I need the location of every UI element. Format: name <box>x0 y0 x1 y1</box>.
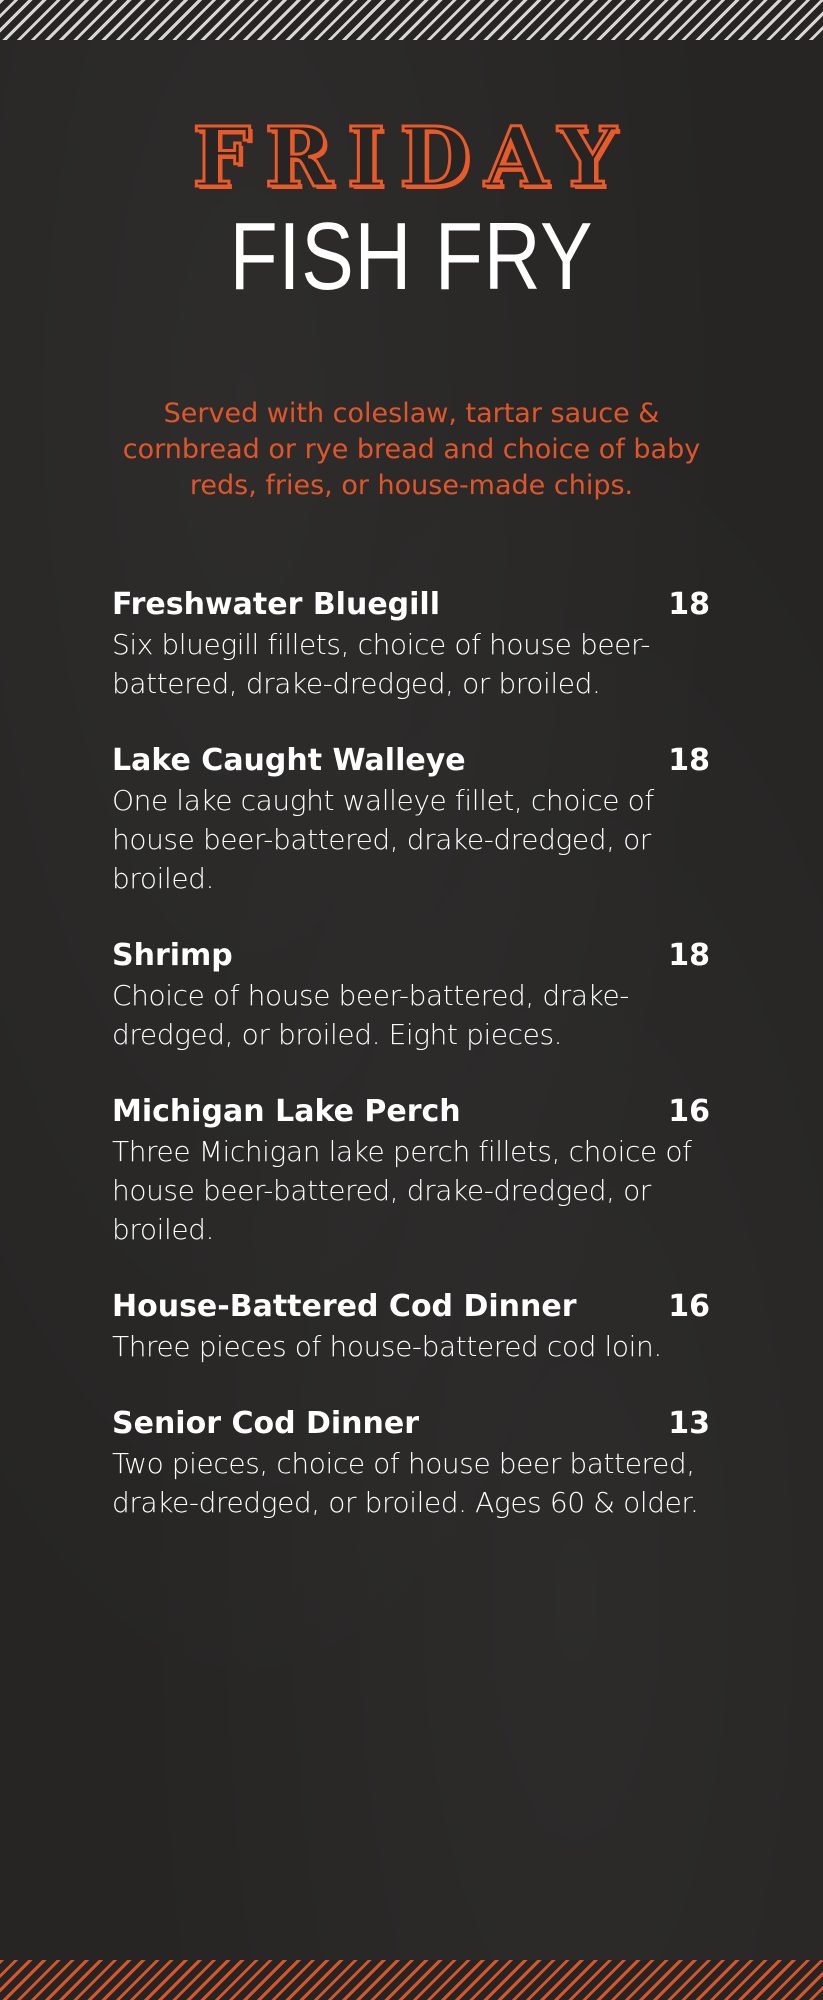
menu-item-price: 16 <box>668 1094 710 1129</box>
menu-item-description: Three pieces of house-battered cod loin. <box>112 1330 662 1363</box>
menu-item-name: Senior Cod Dinner <box>112 1406 420 1441</box>
menu-item <box>112 1404 710 1522</box>
menu-item <box>112 741 710 898</box>
menu-item <box>112 1092 710 1249</box>
title-friday: FRIDAY <box>192 110 631 206</box>
menu-item-name: Lake Caught Walleye <box>112 743 466 778</box>
menu-item-name: House-Battered Cod Dinner <box>112 1289 577 1324</box>
intro-text: Served with coleslaw, tartar sauce & cornbread or rye bread and choice of baby reds, fries, or house-made chips. <box>122 398 701 501</box>
title-fish-fry: FISH FRY <box>229 203 594 310</box>
top-stripe-border <box>0 0 823 40</box>
menu-item-header <box>112 936 710 976</box>
menu-item <box>112 585 710 703</box>
menu-item-name: Michigan Lake Perch <box>112 1094 461 1129</box>
menu-item-description: Six bluegill fillets, choice of house beer-battered, drake-dredged, or broiled. <box>112 628 651 700</box>
menu-item-description: One lake caught walleye fillet, choice of house beer-battered, drake-dredged, or broiled. <box>112 784 654 895</box>
menu-item-price: 18 <box>668 743 710 778</box>
menu-item-price: 16 <box>668 1289 710 1324</box>
menu-item-header <box>112 1287 710 1327</box>
menu-item <box>112 1287 710 1366</box>
bottom-stripe-border <box>0 1960 823 2000</box>
menu-item-name: Shrimp <box>112 938 233 973</box>
menu-item-header <box>112 1404 710 1444</box>
menu-item-description: Three Michigan lake perch fillets, choice of house beer-battered, drake-dredged, or broiled. <box>112 1135 692 1246</box>
menu-list <box>112 585 710 1560</box>
menu-item-price: 13 <box>668 1406 710 1441</box>
menu-item-price: 18 <box>668 587 710 622</box>
menu-item-header <box>112 741 710 781</box>
menu-item-header <box>112 585 710 625</box>
menu-item <box>112 936 710 1054</box>
menu-item-description: Two pieces, choice of house beer battered, drake-dredged, or broiled. Ages 60 & older. <box>112 1447 699 1519</box>
menu-item-description: Choice of house beer-battered, drake-dredged, or broiled. Eight pieces. <box>112 979 630 1051</box>
menu-item-price: 18 <box>668 938 710 973</box>
menu-item-header <box>112 1092 710 1132</box>
menu-item-name: Freshwater Bluegill <box>112 587 440 622</box>
